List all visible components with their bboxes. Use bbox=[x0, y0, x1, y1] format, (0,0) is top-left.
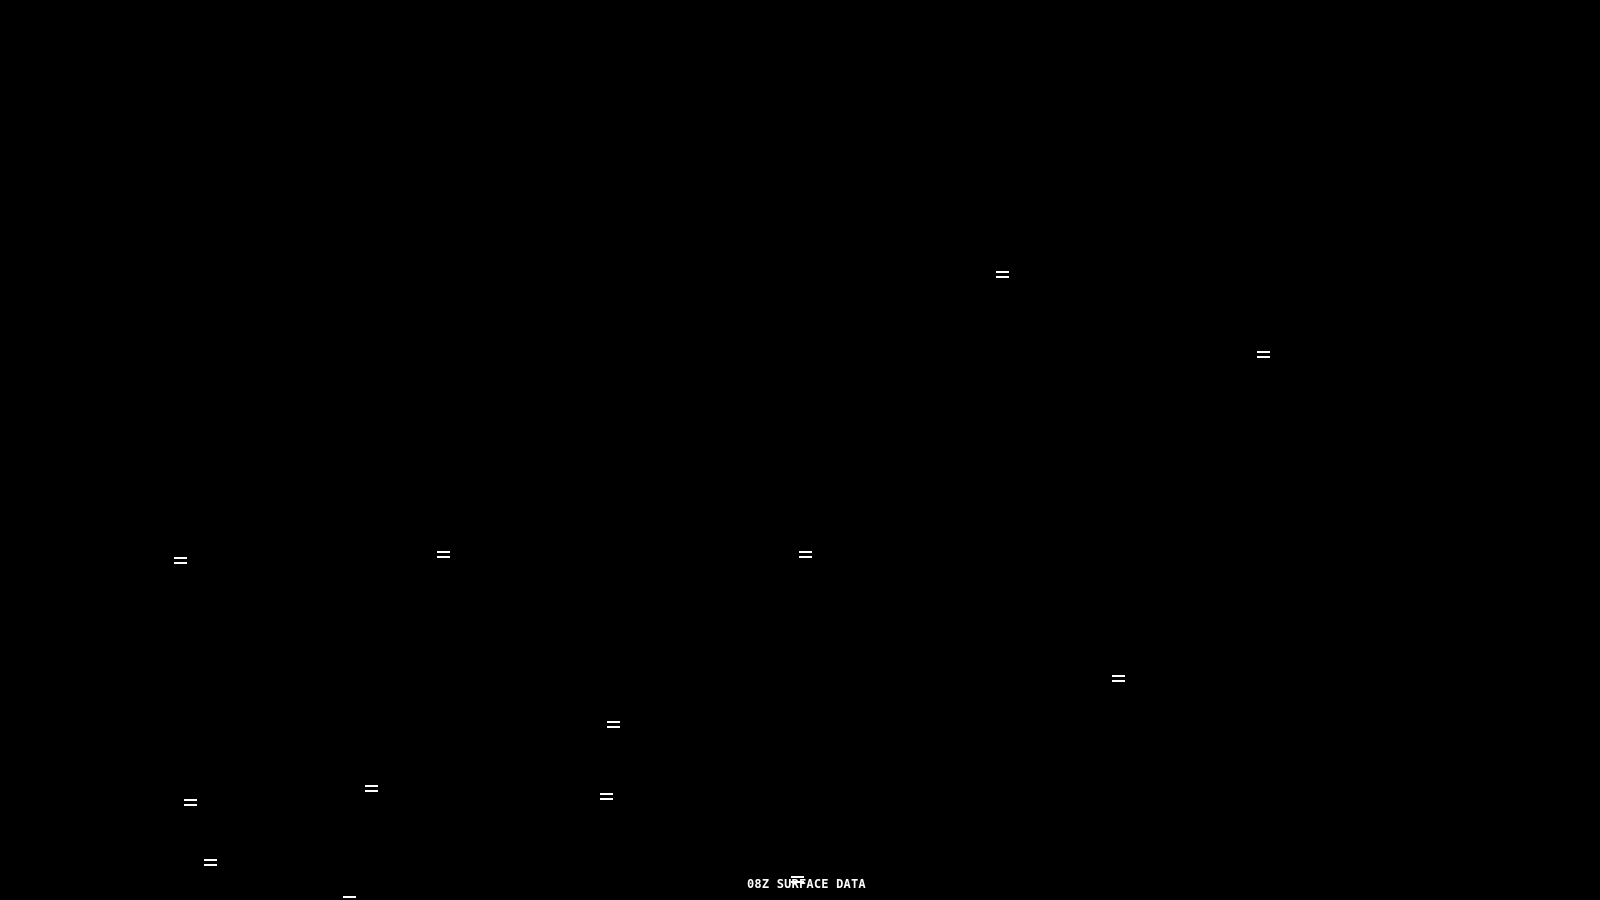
mist-symbol bbox=[600, 793, 613, 800]
mist-symbol bbox=[343, 896, 356, 900]
mist-symbol bbox=[799, 551, 812, 558]
mist-symbol bbox=[1112, 675, 1125, 682]
mist-symbol bbox=[437, 551, 450, 558]
mist-symbol bbox=[204, 859, 217, 866]
plot-title: 08Z SURFACE DATA bbox=[747, 877, 866, 891]
mist-symbol bbox=[174, 557, 187, 564]
mist-symbol bbox=[996, 271, 1009, 278]
mist-symbol bbox=[607, 721, 620, 728]
mist-symbol bbox=[184, 799, 197, 806]
mist-symbol bbox=[365, 785, 378, 792]
mist-symbol bbox=[1257, 351, 1270, 358]
